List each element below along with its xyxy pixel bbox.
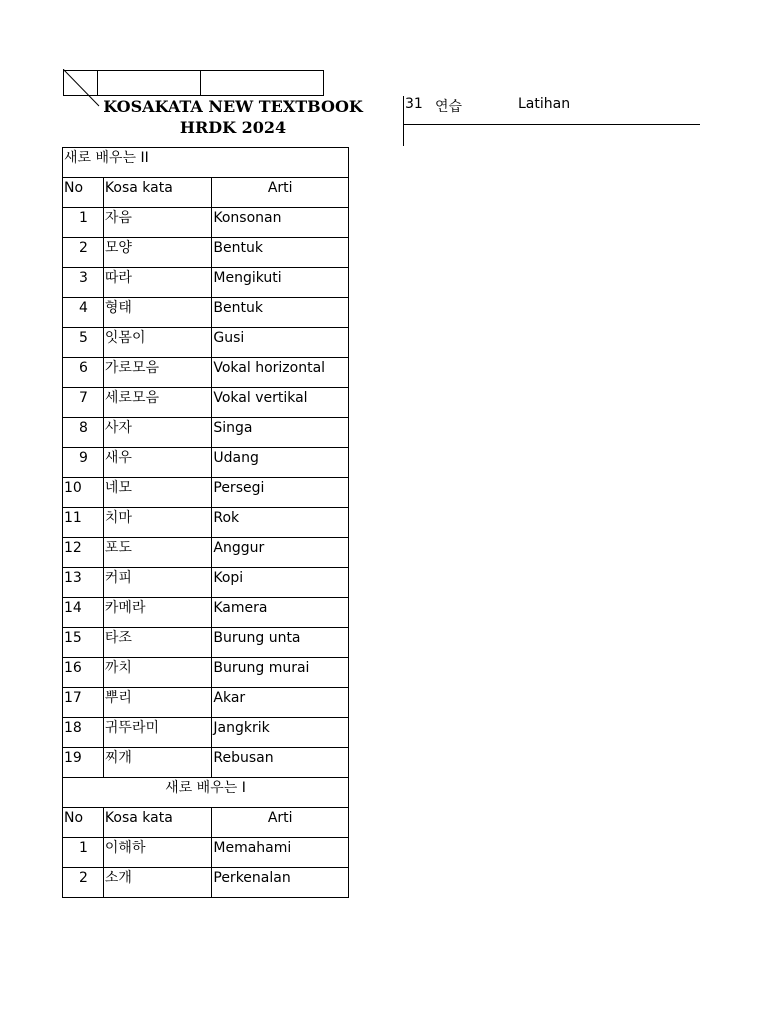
indonesian-meaning: Rok: [212, 508, 349, 538]
column-header-no: No: [63, 808, 104, 838]
korean-word: 자음: [103, 208, 211, 238]
table-row: [63, 568, 349, 598]
row-number: 10: [63, 478, 104, 508]
indonesian-meaning: Vokal vertikal: [212, 388, 349, 418]
row-number: 13: [63, 568, 104, 598]
indonesian-meaning: Singa: [212, 418, 349, 448]
table-row: [63, 688, 349, 718]
korean-word: 까치: [103, 658, 211, 688]
korean-word: 사자: [103, 418, 211, 448]
indonesian-meaning: Akar: [212, 688, 349, 718]
korean-word: 소개: [103, 868, 211, 898]
table-row: [63, 478, 349, 508]
table-row: [63, 658, 349, 688]
row-number: 9: [63, 448, 104, 478]
table-row: [63, 598, 349, 628]
korean-word: 치마: [103, 508, 211, 538]
table-row: [63, 208, 349, 238]
column-header-word: Kosa kata: [103, 178, 211, 208]
indonesian-meaning: Rebusan: [212, 748, 349, 778]
row-number: 18: [63, 718, 104, 748]
row-number: 14: [63, 598, 104, 628]
table-row: [63, 838, 349, 868]
indonesian-meaning: Bentuk: [212, 298, 349, 328]
table-row: [63, 418, 349, 448]
diagonal-line: [63, 69, 103, 109]
table-row: [63, 868, 349, 898]
row-number: 1: [63, 838, 104, 868]
right-header-korean: 연습: [435, 99, 463, 115]
table-row: [63, 388, 349, 418]
title-line-2: HRDK 2024: [179, 118, 287, 137]
row-number: 6: [63, 358, 104, 388]
korean-word: 잇몸이: [103, 328, 211, 358]
page-title: [100, 96, 366, 138]
column-header-meaning: Arti: [212, 808, 349, 838]
korean-word: 타조: [103, 628, 211, 658]
row-number: 7: [63, 388, 104, 418]
right-header-vline: [403, 96, 404, 146]
indonesian-meaning: Gusi: [212, 328, 349, 358]
indonesian-meaning: Bentuk: [212, 238, 349, 268]
row-number: 16: [63, 658, 104, 688]
row-number: 19: [63, 748, 104, 778]
table-row: [63, 718, 349, 748]
table-row: [63, 298, 349, 328]
column-header-meaning: Arti: [212, 178, 349, 208]
indonesian-meaning: Kopi: [212, 568, 349, 598]
column-header-row: [63, 178, 349, 208]
right-header-label: Latihan: [518, 96, 571, 112]
korean-word: 귀뚜라미: [103, 718, 211, 748]
row-number: 8: [63, 418, 104, 448]
indonesian-meaning: Persegi: [212, 478, 349, 508]
korean-word: 네모: [103, 478, 211, 508]
indonesian-meaning: Memahami: [212, 838, 349, 868]
section-heading: 새로 배우는 I: [63, 778, 349, 808]
korean-word: 이해하: [103, 838, 211, 868]
indonesian-meaning: Udang: [212, 448, 349, 478]
indonesian-meaning: Burung murai: [212, 658, 349, 688]
korean-word: 따라: [103, 268, 211, 298]
header-box-divider: [200, 71, 201, 95]
row-number: 1: [63, 208, 104, 238]
section-heading: 새로 배우는 II: [63, 148, 349, 178]
right-header-number: 31: [405, 96, 423, 112]
indonesian-meaning: Anggur: [212, 538, 349, 568]
column-header-no: No: [63, 178, 104, 208]
table-row: [63, 508, 349, 538]
table-row: [63, 748, 349, 778]
row-number: 15: [63, 628, 104, 658]
row-number: 11: [63, 508, 104, 538]
korean-word: 형태: [103, 298, 211, 328]
indonesian-meaning: Konsonan: [212, 208, 349, 238]
korean-word: 새우: [103, 448, 211, 478]
korean-word: 카메라: [103, 598, 211, 628]
section-heading-row: [63, 778, 349, 808]
row-number: 3: [63, 268, 104, 298]
table-row: [63, 628, 349, 658]
korean-word: 포도: [103, 538, 211, 568]
table-row: [63, 538, 349, 568]
table-row: [63, 268, 349, 298]
row-number: 5: [63, 328, 104, 358]
right-header: [403, 96, 700, 146]
indonesian-meaning: Mengikuti: [212, 268, 349, 298]
row-number: 4: [63, 298, 104, 328]
column-header-row: [63, 808, 349, 838]
korean-word: 모양: [103, 238, 211, 268]
row-number: 2: [63, 238, 104, 268]
korean-word: 커피: [103, 568, 211, 598]
table-row: [63, 448, 349, 478]
vocabulary-table: [62, 147, 349, 898]
section-heading-row: [63, 148, 349, 178]
indonesian-meaning: Burung unta: [212, 628, 349, 658]
indonesian-meaning: Perkenalan: [212, 868, 349, 898]
table-row: [63, 328, 349, 358]
korean-word: 뿌리: [103, 688, 211, 718]
column-header-word: Kosa kata: [103, 808, 211, 838]
row-number: 12: [63, 538, 104, 568]
korean-word: 세로모음: [103, 388, 211, 418]
row-number: 2: [63, 868, 104, 898]
indonesian-meaning: Vokal horizontal: [212, 358, 349, 388]
korean-word: 찌개: [103, 748, 211, 778]
korean-word: 가로모음: [103, 358, 211, 388]
title-line-1: KOSAKATA NEW TEXTBOOK: [103, 97, 363, 116]
row-number: 17: [63, 688, 104, 718]
indonesian-meaning: Jangkrik: [212, 718, 349, 748]
right-header-hline: [403, 124, 700, 125]
table-row: [63, 358, 349, 388]
table-row: [63, 238, 349, 268]
indonesian-meaning: Kamera: [212, 598, 349, 628]
